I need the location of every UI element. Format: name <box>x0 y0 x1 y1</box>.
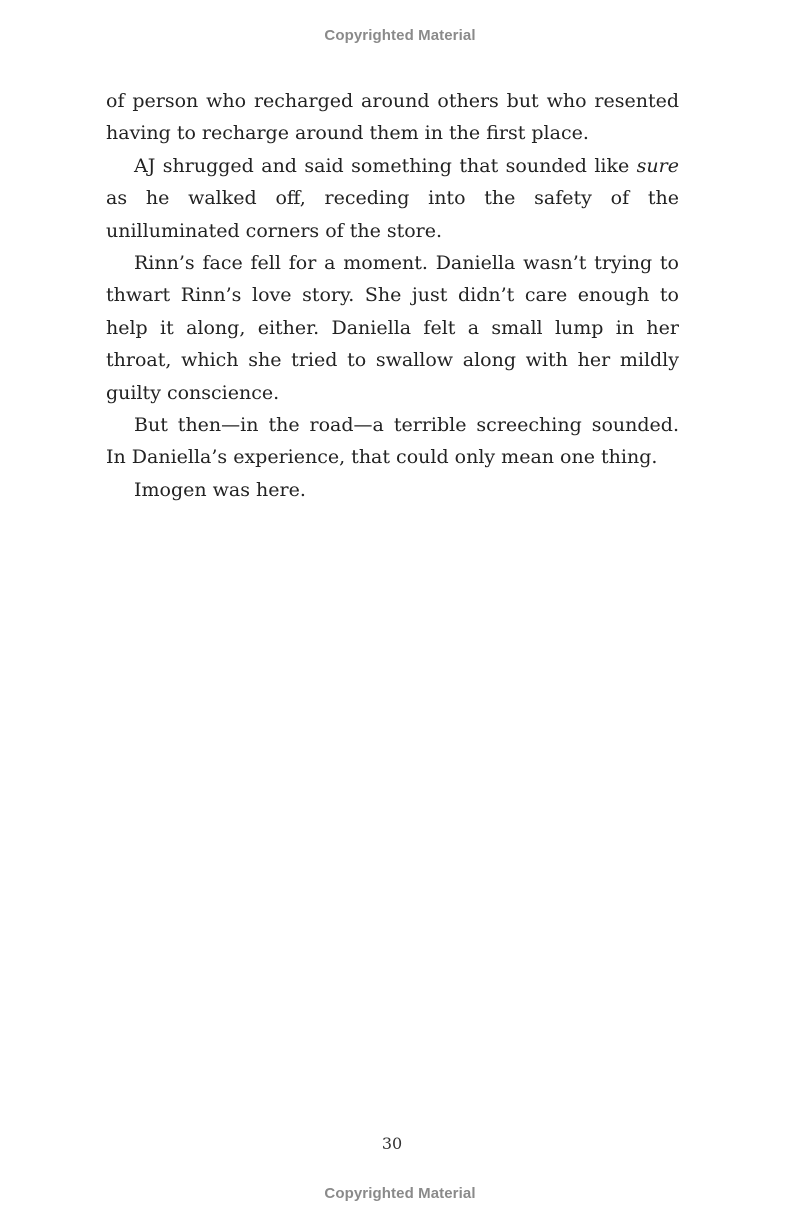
paragraph-text: AJ shrugged and said something that sounded like <box>134 154 637 177</box>
page-number: 30 <box>381 1134 403 1153</box>
body-text <box>106 85 679 506</box>
paragraph-rinn-face: Rinn’s face fell for a moment. Daniella wasn’t trying to thwart Rinn’s love story. She just didn’t care enough to help it along, either. Daniella felt a small lump in her throat, which she tried to swallow along with her mildly guilty conscience. <box>106 252 679 404</box>
copyright-watermark-top: Copyrighted Material <box>324 27 476 44</box>
paragraph-imogen: Imogen was here. <box>134 478 306 501</box>
paragraph-text: as he walked off, receding into the safety of the unilluminated corners of the store. <box>106 187 679 242</box>
italic-word: sure <box>636 154 679 177</box>
copyright-watermark-bottom: Copyrighted Material <box>324 1185 476 1202</box>
paragraph-screeching: But then—in the road—a terrible screeching sounded. In Daniella’s experience, that could only mean one thing. <box>106 414 679 469</box>
paragraph-continued: of person who recharged around others but who resented having to recharge around them in the first place. <box>106 90 679 145</box>
paragraph-aj-shrugged <box>106 150 679 247</box>
